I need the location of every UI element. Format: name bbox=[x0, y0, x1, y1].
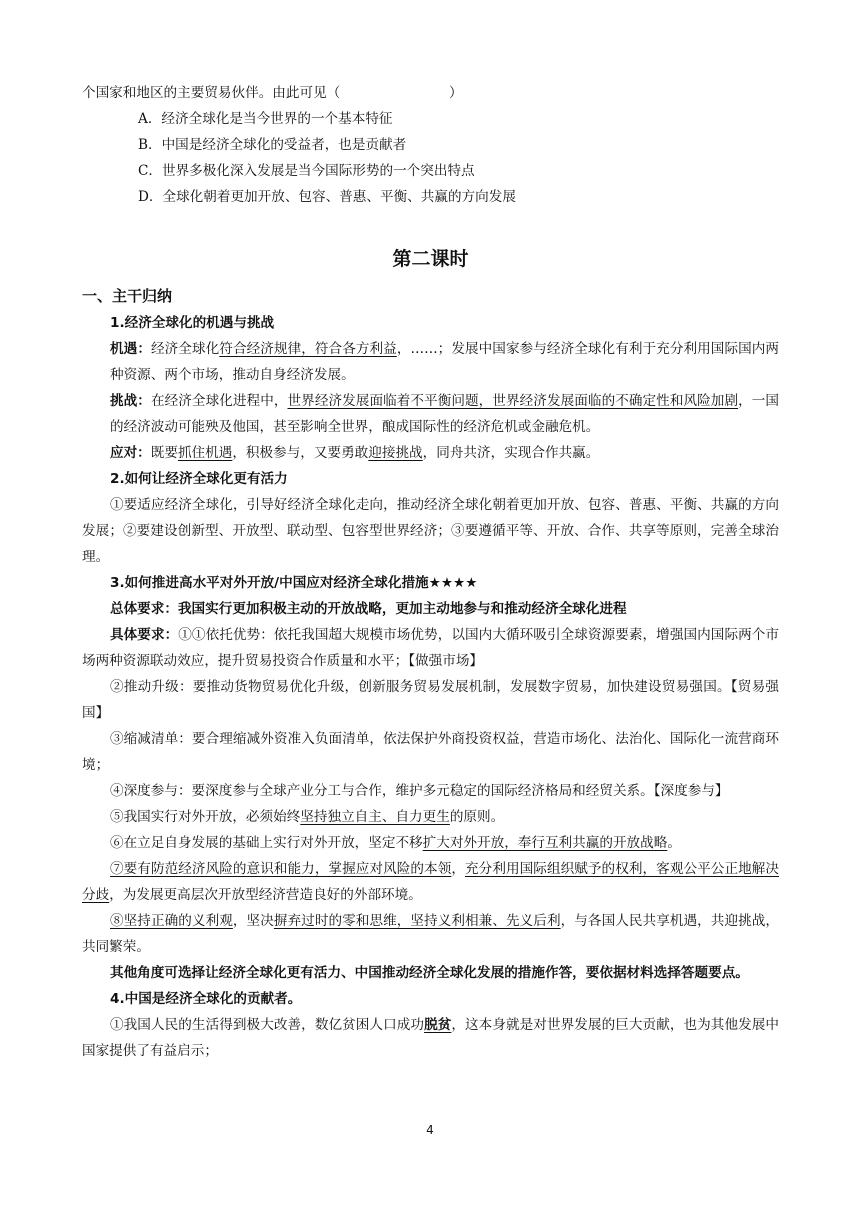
s3-point-4: ④深度参与：要深度参与全球产业分工与合作，维护多元稳定的国际经济格局和经贸关系。【深度参与】 bbox=[110, 783, 729, 799]
option-d: D．全球化朝着更加开放、包容、普惠、平衡、共赢的方向发展 bbox=[138, 189, 516, 205]
s2-heading: 2.如何让经济全球化更有活力 bbox=[110, 471, 288, 487]
question-stem: 个国家和地区的主要贸易伙伴。由此可见（ ） bbox=[82, 85, 463, 101]
lesson-title: 第二课时 bbox=[392, 248, 469, 270]
s3-point-8: ⑧坚持正确的义利观，坚决摒弃过时的零和思维，坚持义利相兼、先义后利，与各国人民共享机遇，共迎挑战，共同繁荣。 bbox=[82, 913, 780, 955]
s1-heading: 1.经济全球化的机遇与挑战 bbox=[110, 315, 275, 331]
document-page bbox=[82, 80, 779, 1064]
s3-overall: 总体要求：我国实行更加积极主动的开放战略，更加主动地参与和推动经济全球化进程 bbox=[110, 601, 627, 617]
s1-response: 应对：既要抓住机遇，积极参与，又要勇敢迎接挑战，同舟共济，实现合作共赢。 bbox=[110, 445, 600, 461]
s3-point-3: ③缩减清单：要合理缩减外资准入负面清单，依法保护外商投资权益，营造市场化、法治化、国际化一流营商环境； bbox=[82, 731, 779, 773]
s3-point-5: ⑤我国实行对外开放，必须始终坚持独立自主、自力更生的原则。 bbox=[110, 809, 505, 825]
s2-text: ①要适应经济全球化，引导好经济全球化走向，推动经济全球化朝着更加开放、包容、普惠、平衡、共赢的方向发展；②要建设创新型、开放型、联动型、包容型世界经济；③要遵循平等、开放、合作、共享等原则，完善全球治理。 bbox=[82, 497, 779, 565]
s3-note: 其他角度可选择让经济全球化更有活力、中国推动经济全球化发展的措施作答，要依据材料选择答题要点。 bbox=[110, 965, 749, 981]
s3-point-2: ②推动升级：要推动货物贸易优化升级，创新服务贸易发展机制，发展数字贸易，加快建设贸易强国。【贸易强国】 bbox=[82, 679, 779, 721]
page-number: 4 bbox=[426, 1123, 434, 1137]
s3-point-1: 具体要求：①①依托优势：依托我国超大规模市场优势，以国内大循环吸引全球资源要素，增强国内国际两个市场两种资源联动效应，提升贸易投资合作质量和水平；【做强市场】 bbox=[82, 627, 780, 669]
s3-point-7: ⑦要有防范经济风险的意识和能力，掌握应对风险的本领，充分利用国际组织赋予的权利，客观公平公正地解决分歧，为发展更高层次开放型经济营造良好的外部环境。 bbox=[82, 861, 780, 903]
s4-heading: 4.中国是经济全球化的贡献者。 bbox=[110, 991, 302, 1007]
section-heading: 一、主干归纳 bbox=[82, 287, 173, 305]
s1-opportunity: 机遇：经济全球化符合经济规律，符合各方利益，……；发展中国家参与经济全球化有利于充分利用国际国内两种资源、两个市场，推动自身经济发展。 bbox=[110, 341, 780, 383]
option-a: A．经济全球化是当今世界的一个基本特征 bbox=[138, 111, 393, 127]
s4-point-1: ①我国人民的生活得到极大改善，数亿贫困人口成功脱贫，这本身就是对世界发展的巨大贡献，也为其他发展中国家提供了有益启示； bbox=[82, 1017, 780, 1059]
option-c: C．世界多极化深入发展是当今国际形势的一个突出特点 bbox=[138, 163, 475, 179]
s1-challenge: 挑战：在经济全球化进程中，世界经济发展面临着不平衡问题，世界经济发展面临的不确定性和风险加剧，一国的经济波动可能殃及他国，甚至影响全世界，酿成国际性的经济危机或金融危机。 bbox=[110, 393, 780, 435]
s3-heading: 3.如何推进高水平对外开放/中国应对经济全球化措施★★★★ bbox=[110, 575, 478, 591]
option-b: B．中国是经济全球化的受益者，也是贡献者 bbox=[138, 137, 407, 153]
s3-point-6: ⑥在立足自身发展的基础上实行对外开放，坚定不移扩大对外开放，奉行互利共赢的开放战略。 bbox=[110, 835, 681, 851]
